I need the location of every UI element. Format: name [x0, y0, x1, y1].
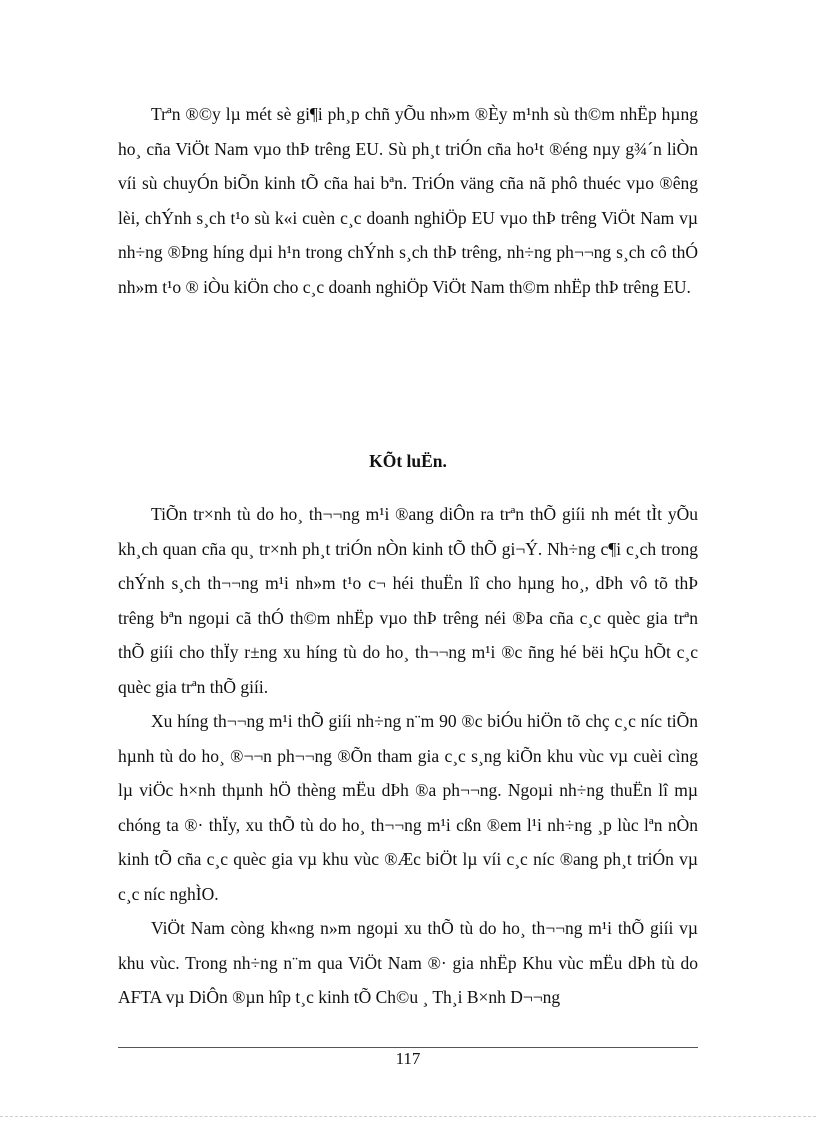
page-bottom-edge [0, 1116, 816, 1117]
paragraph: Trªn ®©y lµ mét sè gi¶i ph¸p chñ yÕu nh»m ®Èy m¹nh sù th©m nhËp hµng ho¸ cña ViÖt Nam vµo thÞ trêng EU. Sù ph¸t triÓn cña ho¹t ®éng nµy g¾´n liÒn víi sù chuyÓn biÕn kinh tÕ cña hai bªn. TriÓn väng cña nã phô thuéc vµo ®êng lèi, chÝnh s¸ch t¹o sù k«i cuèn c¸c doanh nghiÖp EU vµo thÞ trêng ViÖt Nam vµ nh÷ng ®Þng híng dµi h¹n trong chÝnh s¸ch thÞ trêng, nh÷ng ph¬¬ng s¸ch cô thÓ nh»m t¹o ® iÒu kiÖn cho c¸c doanh nghiÖp ViÖt Nam th©m nhËp thÞ trêng EU. [118, 104, 698, 297]
section-heading: KÕt luËn. [369, 451, 447, 471]
paragraph: ViÖt Nam còng kh«ng n»m ngoµi xu thÕ tù do ho¸ th¬¬ng m¹i thÕ giíi vµ khu vùc. Trong nh÷ng n¨m qua ViÖt Nam ®· gia nhËp Khu vùc mËu dÞh tù do AFTA vµ DiÔn ®µn hîp t¸c kinh tÕ Ch©u ¸ Th¸i B×nh D¬¬ng [118, 918, 698, 1007]
paragraph: Xu híng th¬¬ng m¹i thÕ giíi nh÷ng n¨m 90 ®c biÓu hiÖn tõ chç c¸c níc tiÕn hµnh tù do ho¸ ®¬¬n ph¬¬ng ®Õn tham gia c¸c s¸ng kiÕn khu vùc vµ cuèi cìng lµ viÖc h×nh thµnh hÖ thèng mËu dÞh ®a ph¬¬ng. Ngoµi nh÷ng thuËn lî mµ chóng ta ®· thÏy, xu thÕ tù do ho¸ th¬¬ng m¹i cßn ®em l¹i nh÷ng ¸p lùc lªn nÒn kinh tÕ cña c¸c quèc gia vµ khu vùc ®Æc biÖt lµ víi c¸c níc ®ang ph¸t triÓn vµ c¸c níc nghÌO. [118, 711, 698, 904]
body-text-conclusion [118, 497, 698, 1015]
body-text-top [118, 97, 698, 304]
paragraph: TiÕn tr×nh tù do ho¸ th¬¬ng m¹i ®ang diÔn ra trªn thÕ giíi nh mét tÌt yÕu kh¸ch quan cña qu¸ tr×nh ph¸t triÓn nÒn kinh tÕ thÕ gi¬Ý. Nh÷ng c¶i c¸ch trong chÝnh s¸ch th¬¬ng m¹i nh»m t¹o c¬ héi thuËn lî cho hµng ho¸, dÞh vô tõ thÞ trêng bªn ngoµi cã thÓ th©m nhËp vµo thÞ trêng néi ®Þa cña c¸c quèc gia trªn thÕ giíi cho thÏy r±ng xu híng tù do ho¸ th¬¬ng m¹i ®c ñng hé bëi hÇu hÕt c¸c quèc gia trªn thÕ giíi. [118, 504, 698, 697]
page-number: 117 [395, 1049, 421, 1068]
